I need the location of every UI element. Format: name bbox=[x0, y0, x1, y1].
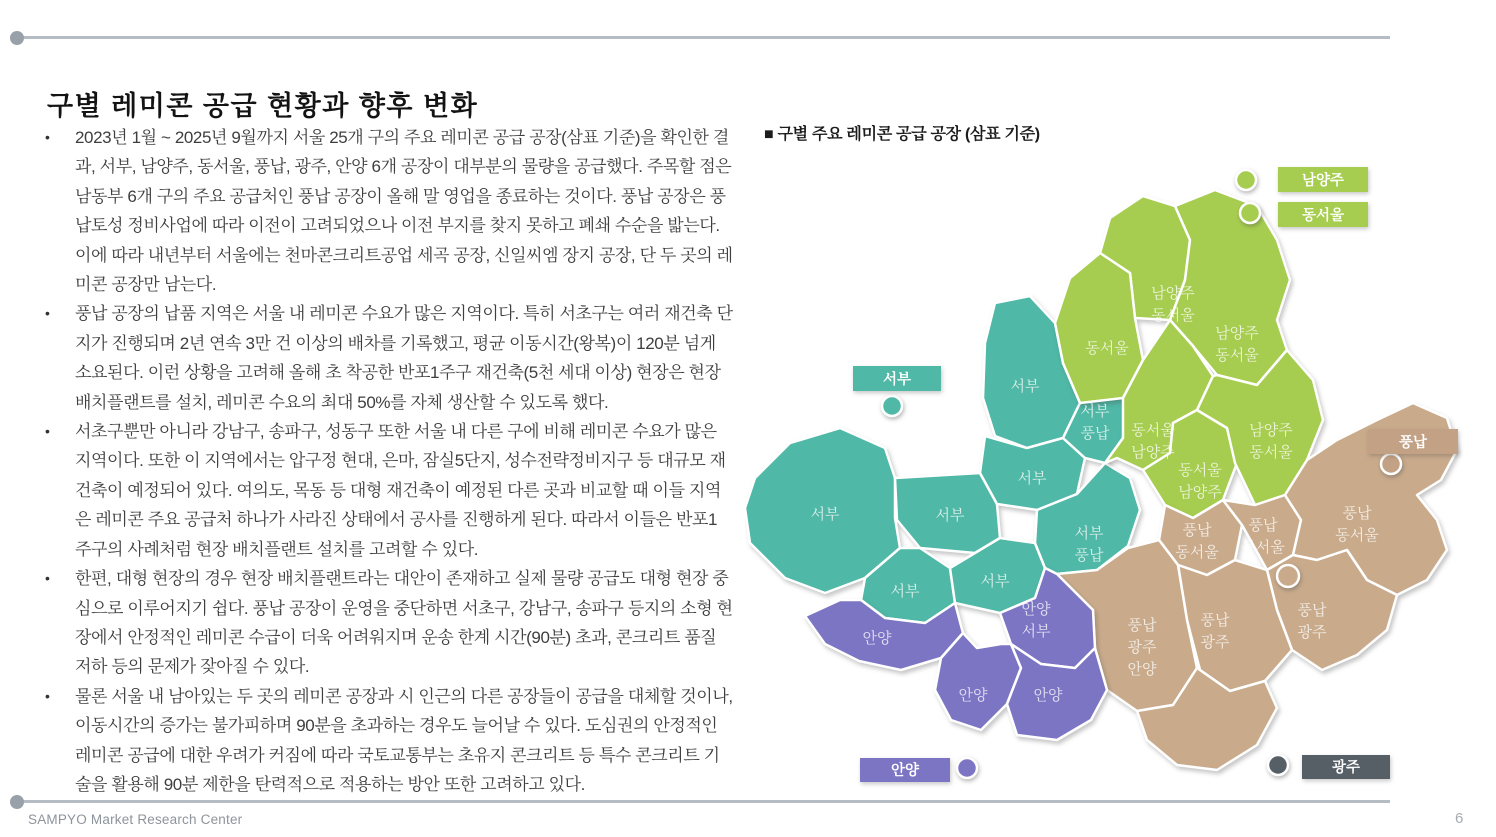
district-label: 풍납 bbox=[1080, 425, 1110, 442]
district-label: 서부 bbox=[1021, 623, 1051, 640]
bullet-marker: • bbox=[45, 423, 50, 440]
district-label: 광주 bbox=[1297, 624, 1327, 641]
district-label: 서부 bbox=[1017, 470, 1047, 487]
district-label: 남양주 bbox=[1151, 285, 1195, 302]
district-label: 동서울 bbox=[1335, 527, 1379, 544]
bullet-item bbox=[45, 417, 733, 564]
district-label: 광주 bbox=[1200, 634, 1230, 651]
bottom-divider bbox=[22, 800, 1390, 803]
district-label: 서부 bbox=[1010, 378, 1040, 395]
footer-text: SAMPYO Market Research Center bbox=[28, 812, 243, 827]
district-label: 풍납 bbox=[1342, 505, 1372, 522]
bottom-divider-dot bbox=[10, 795, 24, 809]
district-label: 동서울 bbox=[1085, 340, 1129, 357]
body-bullet-list bbox=[45, 123, 733, 799]
bullet-marker: • bbox=[45, 305, 50, 322]
district-label: 동서울 bbox=[1249, 444, 1293, 461]
bullet-text: 2023년 1월 ~ 2025년 9월까지 서울 25개 구의 주요 레미콘 공급 공장(삼표 기준)을 확인한 결과, 서부, 남양주, 동서울, 풍납, 광주, 안양 6개 공장이 대부분의 물량을 공급했다. 주목할 점은 남동부 6개 구의 주요 공급처인 풍납 공장이 올해 말 영업을 종료하는 것이다. 풍납 공장은 풍납토성 정비사업에 따라 이전이 고려되었으나 이전 부지를 찾지 못하고 폐쇄 수순을 밟는다. 이에 따라 내년부터 서울에는 천마콘크리트공업 세곡 공장, 신일씨엠 장지 공장, 단 두 곳의 레미콘 공장만 남는다. bbox=[75, 128, 733, 295]
factory-marker-namyangju bbox=[1236, 170, 1256, 190]
factory-marker-seobu bbox=[882, 396, 902, 416]
bullet-text: 풍납 공장의 납품 지역은 서울 내 레미콘 수요가 많은 지역이다. 특히 서초구는 여러 재건축 단지가 진행되며 2년 연속 3만 건 이상의 배차를 기록했고, 평균 이동시간(왕복)이 120분 넘게 소요된다. 이런 상황을 고려해 올해 초 착공한 반포1주구 재건축(5천 세대 이상) 현장은 현장 배치플랜트를 설치, 레미콘 수요의 최대 50%를 자체 생산할 수 있도록 했다. bbox=[75, 304, 733, 412]
legend-label-dongseoul: 동서울 bbox=[1301, 208, 1345, 224]
map-section-title: ■ 구별 주요 레미콘 공급 공장 (삼표 기준) bbox=[764, 126, 1040, 143]
bullet-text: 서초구뿐만 아니라 강남구, 송파구, 성동구 또한 서울 내 다른 구에 비해 레미콘 수요가 많은 지역이다. 또한 이 지역에서는 압구정 현대, 은마, 잠실5단지, 성수전략정비지구 등 대규모 재건축이 예정되어 있다. 여의도, 목동 등 대형 재건축이 예정된 다른 곳과 비교할 때 이들 지역은 레미콘 주요 공급처 하나가 사라진 상태에서 공사를 진행하게 된다. 따라서 이들은 반포1주구의 사례처럼 현장 배치플랜트 설치를 고려할 수 있다. bbox=[75, 422, 726, 559]
district-label: 풍납 bbox=[1074, 547, 1104, 564]
seoul-supply-map bbox=[745, 148, 1485, 803]
district-label: 동서울 bbox=[1241, 539, 1285, 556]
district-label: 동서울 bbox=[1131, 422, 1175, 439]
factory-marker-gwangju bbox=[1268, 755, 1288, 775]
bullet-item bbox=[45, 299, 733, 417]
top-divider bbox=[22, 36, 1390, 39]
district-label: 서부 bbox=[890, 583, 920, 600]
factory-marker-anyang bbox=[957, 758, 977, 778]
district-label: 서부 bbox=[1080, 403, 1110, 420]
district-label: 풍납 bbox=[1248, 517, 1278, 534]
district-label: 안양 bbox=[1033, 687, 1063, 704]
factory-marker-pungnap-legend bbox=[1381, 454, 1401, 474]
legend-label-seobu: 서부 bbox=[882, 372, 912, 388]
district-label: 남양주 bbox=[1215, 325, 1259, 342]
bullet-item bbox=[45, 123, 733, 299]
district-label: 풍납 bbox=[1297, 602, 1327, 619]
bullet-item bbox=[45, 682, 733, 800]
district-label: 동서울 bbox=[1215, 347, 1259, 364]
district-label: 풍납 bbox=[1182, 522, 1212, 539]
district-label: 서부 bbox=[980, 573, 1010, 590]
district-label: 동서울 bbox=[1175, 544, 1219, 561]
factory-marker-pungnap-site bbox=[1277, 565, 1299, 587]
bullet-text: 한편, 대형 현장의 경우 현장 배치플랜트라는 대안이 존재하고 실제 물량 공급도 대형 현장 중심으로 이루어지기 쉽다. 풍납 공장이 운영을 중단하면 서초구, 강남구, 송파구 등지의 소형 현장에서 안정적인 레미콘 수급이 더욱 어려워지며 운송 한계 시간(90분) 초과, 콘크리트 품질 저하 등의 문제가 잦아질 수 있다. bbox=[75, 569, 733, 677]
bullet-marker: • bbox=[45, 570, 50, 587]
district-label: 안양 bbox=[1021, 601, 1051, 618]
legend-label-gwangju: 광주 bbox=[1331, 760, 1361, 776]
district-label: 안양 bbox=[1127, 661, 1157, 678]
bullet-marker: • bbox=[45, 129, 50, 145]
page-title: 구별 레미콘 공급 현황과 향후 변화 bbox=[47, 91, 479, 122]
district-label: 안양 bbox=[958, 687, 988, 704]
district-label: 동서울 bbox=[1178, 462, 1222, 479]
district-label: 남양주 bbox=[1178, 484, 1222, 501]
legend-label-namyangju: 남양주 bbox=[1301, 173, 1345, 189]
district-label: 서부 bbox=[935, 507, 965, 524]
district-label: 서부 bbox=[1074, 525, 1104, 542]
page-number: 6 bbox=[1455, 810, 1464, 827]
district-label: 남양주 bbox=[1131, 444, 1175, 461]
district-label: 광주 bbox=[1127, 639, 1157, 656]
district-label: 남양주 bbox=[1249, 422, 1293, 439]
bullet-item bbox=[45, 564, 733, 682]
district-label: 동서울 bbox=[1151, 307, 1195, 324]
legend-label-anyang: 안양 bbox=[890, 763, 920, 779]
bullet-marker: • bbox=[45, 687, 50, 704]
top-divider-dot bbox=[10, 31, 24, 45]
district-label: 풍납 bbox=[1127, 617, 1157, 634]
district-label: 서부 bbox=[810, 506, 840, 523]
bullet-text: 물론 서울 내 남아있는 두 곳의 레미콘 공장과 시 인근의 다른 공장들이 공급을 대체할 것이나, 이동시간의 증가는 불가피하며 90분을 초과하는 경우도 늘어날 수 있다. 도심권의 안정적인 레미콘 공급에 대한 우려가 커짐에 따라 국토교통부는 초유지 콘크리트 등 특수 콘크리트 기술을 활용해 90분 제한을 탄력적으로 적용하는 방안 또한 고려하고 있다. bbox=[75, 686, 733, 794]
district-label: 풍납 bbox=[1200, 612, 1230, 629]
district-label: 안양 bbox=[862, 630, 892, 647]
factory-marker-dongseoul bbox=[1240, 203, 1260, 223]
legend-label-pungnap: 풍납 bbox=[1398, 435, 1428, 451]
